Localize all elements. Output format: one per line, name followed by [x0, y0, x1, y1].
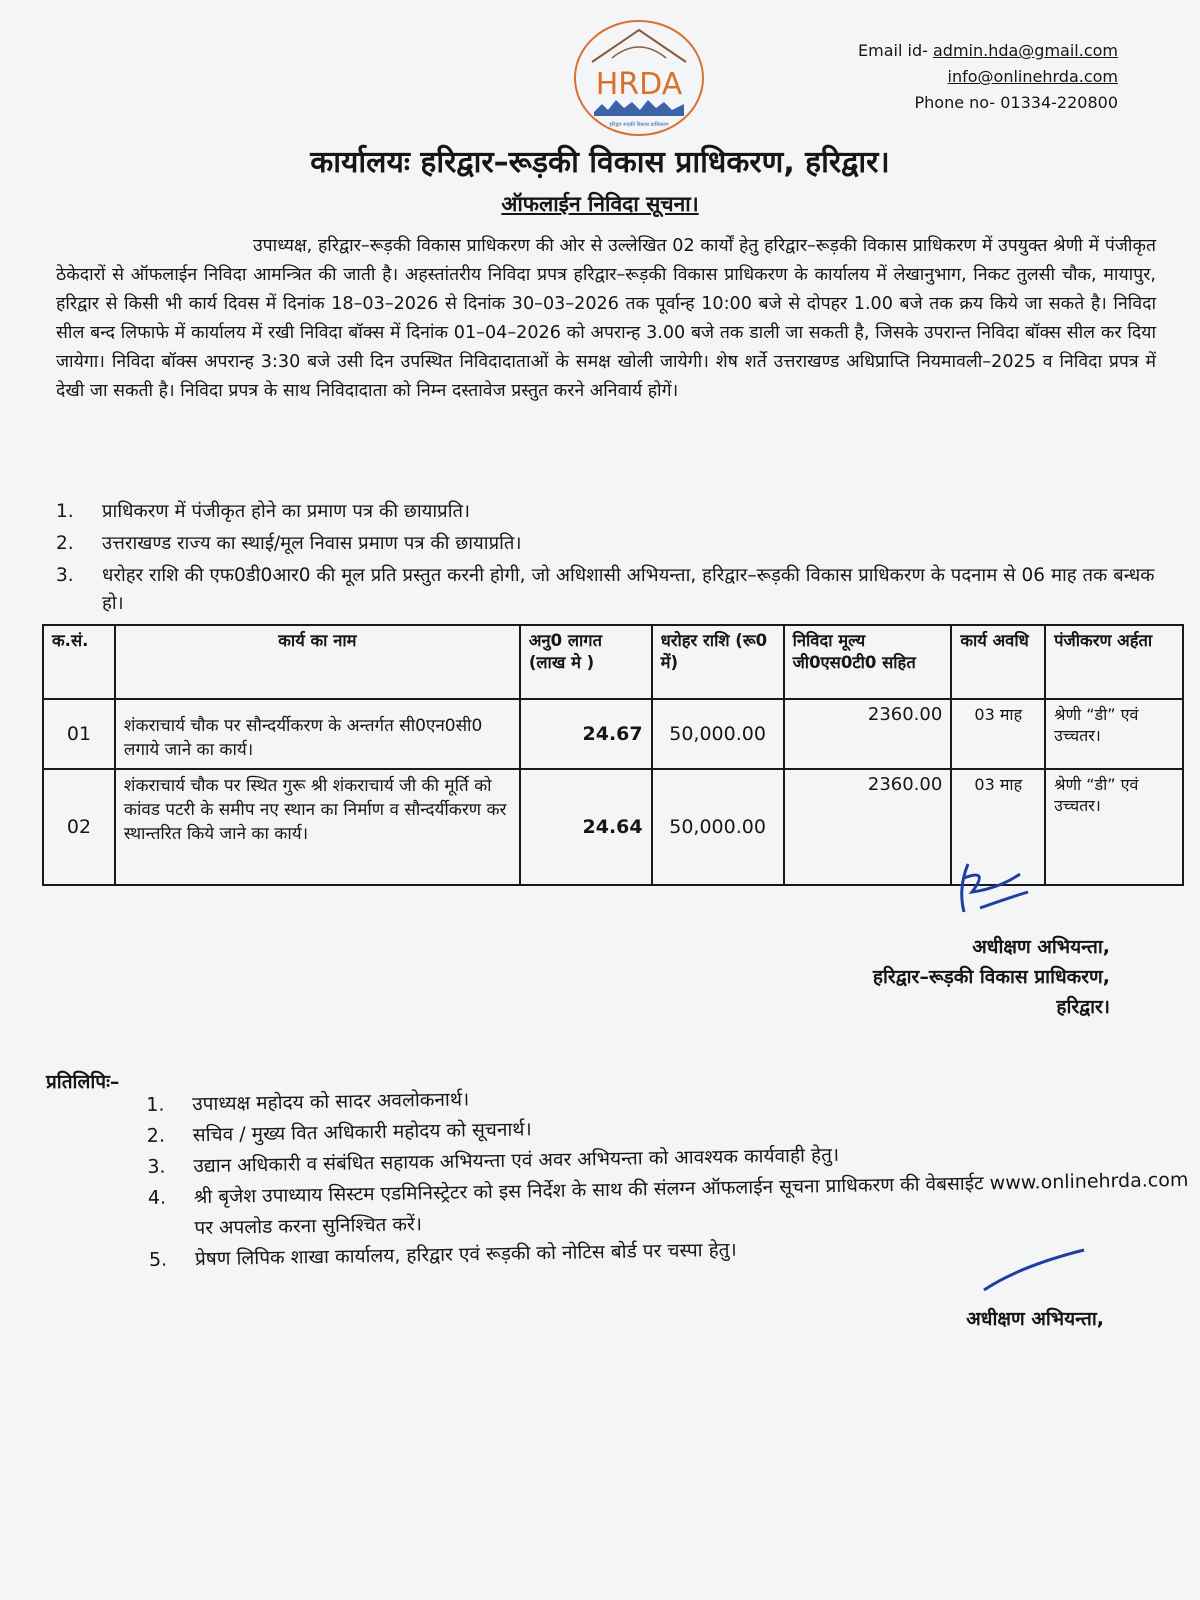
row-eligibility: श्रेणी “डी” एवं उच्चतर।	[1045, 699, 1183, 769]
header-tender-price: निविदा मूल्य जी0एस0टी0 सहित	[784, 625, 952, 699]
requirement-item: 1. प्राधिकरण में पंजीकृत होने का प्रमाण पत्र की छायाप्रति।	[56, 501, 471, 522]
row-sn: 01	[43, 699, 115, 769]
email-line-1	[858, 38, 1118, 64]
cc-label: प्रतिलिपिः–	[46, 1071, 120, 1093]
row-work-name: शंकराचार्य चौक पर सौन्दर्यीकरण के अन्तर्गत सी0एन0सी0 लगाये जाने का कार्य।	[115, 699, 520, 769]
row-tender-price: 2360.00	[784, 699, 952, 769]
works-table	[42, 624, 1184, 886]
phone-line	[858, 90, 1118, 116]
signatory-place: हरिद्वार।	[1056, 996, 1110, 1018]
row-work-name: शंकराचार्य चौक पर स्थित गुरू श्री शंकराचार्य जी की मूर्ति को कांवड पटरी के समीप नए स्थान का निर्माण व सौन्दर्यीकरण कर स्थान्तरित किये जाने का कार्य।	[115, 769, 520, 885]
requirement-item: 2. उत्तराखण्ड राज्य का स्थाई/मूल निवास प्रमाण पत्र की छायाप्रति।	[56, 533, 522, 554]
signature-block-2: अधीक्षण अभियन्ता,	[966, 1308, 1104, 1330]
cc-item: 5. प्रेषण लिपिक शाखा कार्यालय, हरिद्वार एवं रूड़की को नोटिस बोर्ड पर चस्पा हेतु।	[148, 1238, 737, 1271]
row-cost: 24.67	[520, 699, 652, 769]
notice-subtitle-text: ऑफलाईन निविदा सूचना।	[501, 192, 699, 216]
header-deposit: धरोहर राशि (रू0 में)	[652, 625, 784, 699]
cc-item: 4. श्री बृजेश उपाध्याय सिस्टम एडमिनिस्ट्रेटर को इस निर्देश के साथ की संलग्न ऑफलाईन सूचना प्राधिकरण की वेबसाईट www.onlinehrda.com पर अपलोड करना सुनिश्चित करें।	[147, 1168, 1189, 1240]
signatory-designation: अधीक्षण अभियन्ता,	[972, 936, 1110, 958]
email-link-1[interactable]: admin.hda@gmail.com	[932, 41, 1118, 60]
signature-block-1	[873, 932, 1110, 1022]
row-cost: 24.64	[520, 769, 652, 885]
table-header-row	[43, 625, 1183, 699]
table-row	[43, 699, 1183, 769]
cc-item: 1. उपाध्यक्ष महोदय को सादर अवलोकनार्थ।	[146, 1088, 470, 1116]
header-cost: अनु0 लागत (लाख मे )	[520, 625, 652, 699]
requirements-list	[56, 498, 1166, 622]
email-line-2	[858, 64, 1118, 90]
contact-block	[858, 38, 1118, 116]
header-duration: कार्य अवधि	[951, 625, 1045, 699]
signature-mark-2	[980, 1246, 1090, 1296]
signatory-org: हरिद्वार–रूड़की विकास प्राधिकरण,	[872, 966, 1110, 988]
cc-item: 2. सचिव / मुख्य वित अधिकारी महोदय को सूचनार्थ।	[146, 1118, 532, 1147]
row-sn: 02	[43, 769, 115, 885]
row-deposit: 50,000.00	[652, 769, 784, 885]
header-work-name: कार्य का नाम	[115, 625, 520, 699]
office-title: कार्यालयः हरिद्वार–रूड़की विकास प्राधिकरण, हरिद्वार।	[310, 145, 890, 180]
header-eligibility: पंजीकरण अर्हता	[1045, 625, 1183, 699]
row-duration: 03 माह	[951, 769, 1045, 885]
row-tender-price: 2360.00	[784, 769, 952, 885]
logo-caption: हरिद्वार रूड़की विकास प्राधिकरण	[609, 122, 669, 128]
requirement-item: 3. धरोहर राशि की एफ0डी0आर0 की मूल प्रति प्रस्तुत करनी होगी, जो अधिशासी अभियन्ता, हरिद्वार–रूड़की विकास प्राधिकरण के पदनाम से 06 माह तक बन्धक हो।	[56, 565, 1155, 614]
notice-paragraph: उपाध्यक्ष, हरिद्वार–रूड़की विकास प्राधिकरण की ओर से उल्लेखित 02 कार्यों हेतु हरिद्वार–रूड़की विकास प्राधिकरण में उपयुक्त श्रेणी में पंजीकृत ठेकेदारों से ऑफलाईन निविदा आमन्त्रित की जाती है। अहस्तांतरीय निविदा प्रपत्र हरिद्वार–रूड़की विकास प्राधिकरण के कार्यालय में लेखानुभाग, निकट तुलसी चौक, मायापुर, हरिद्वार से किसी भी कार्य दिवस में दिनांक 18–03–2026 से दिनांक 30–03–2026 तक पूर्वान्ह 10:00 बजे से दोपहर 1.00 बजे तक क्रय किये जा सकते है। निविदा सील बन्द लिफाफे में कार्यालय में रखी निविदा बॉक्स में दिनांक 01–04–2026 को अपरान्ह 3.00 बजे तक डाली जा सकती है, जिसके उपरान्त निविदा बॉक्स सील कर दिया जायेगा। निविदा बॉक्स अपरान्ह 3:30 बजे उसी दिन उपस्थित निविदादाताओं के समक्ष खोली जायेगी। शेष शर्ते उत्तराखण्ड अधिप्राप्ति नियमावली–2025 व निविदा प्रपत्र में देखी जा सकती है। निविदा प्रपत्र के साथ निविदादाता को निम्न दस्तावेज प्रस्तुत करने अनिवार्य होगें।	[56, 236, 1156, 401]
hrda-logo	[572, 18, 706, 138]
email-link-2[interactable]: info@onlinehrda.com	[947, 67, 1118, 86]
logo-text: HRDA	[595, 67, 683, 102]
row-deposit: 50,000.00	[652, 699, 784, 769]
signature-mark-1	[950, 858, 1040, 928]
phone-number: 01334-220800	[1000, 93, 1118, 112]
row-duration: 03 माह	[951, 699, 1045, 769]
email-label: Email id-	[858, 41, 928, 60]
cc-item: 3. उद्यान अधिकारी व संबंधित सहायक अभियन्ता एवं अवर अभियन्ता को आवश्यक कार्यवाही हेतु।	[147, 1143, 840, 1178]
row-eligibility: श्रेणी “डी” एवं उच्चतर।	[1045, 769, 1183, 885]
phone-label: Phone no-	[914, 93, 996, 112]
header-sn: क.सं.	[43, 625, 115, 699]
notice-subtitle	[0, 190, 1200, 218]
